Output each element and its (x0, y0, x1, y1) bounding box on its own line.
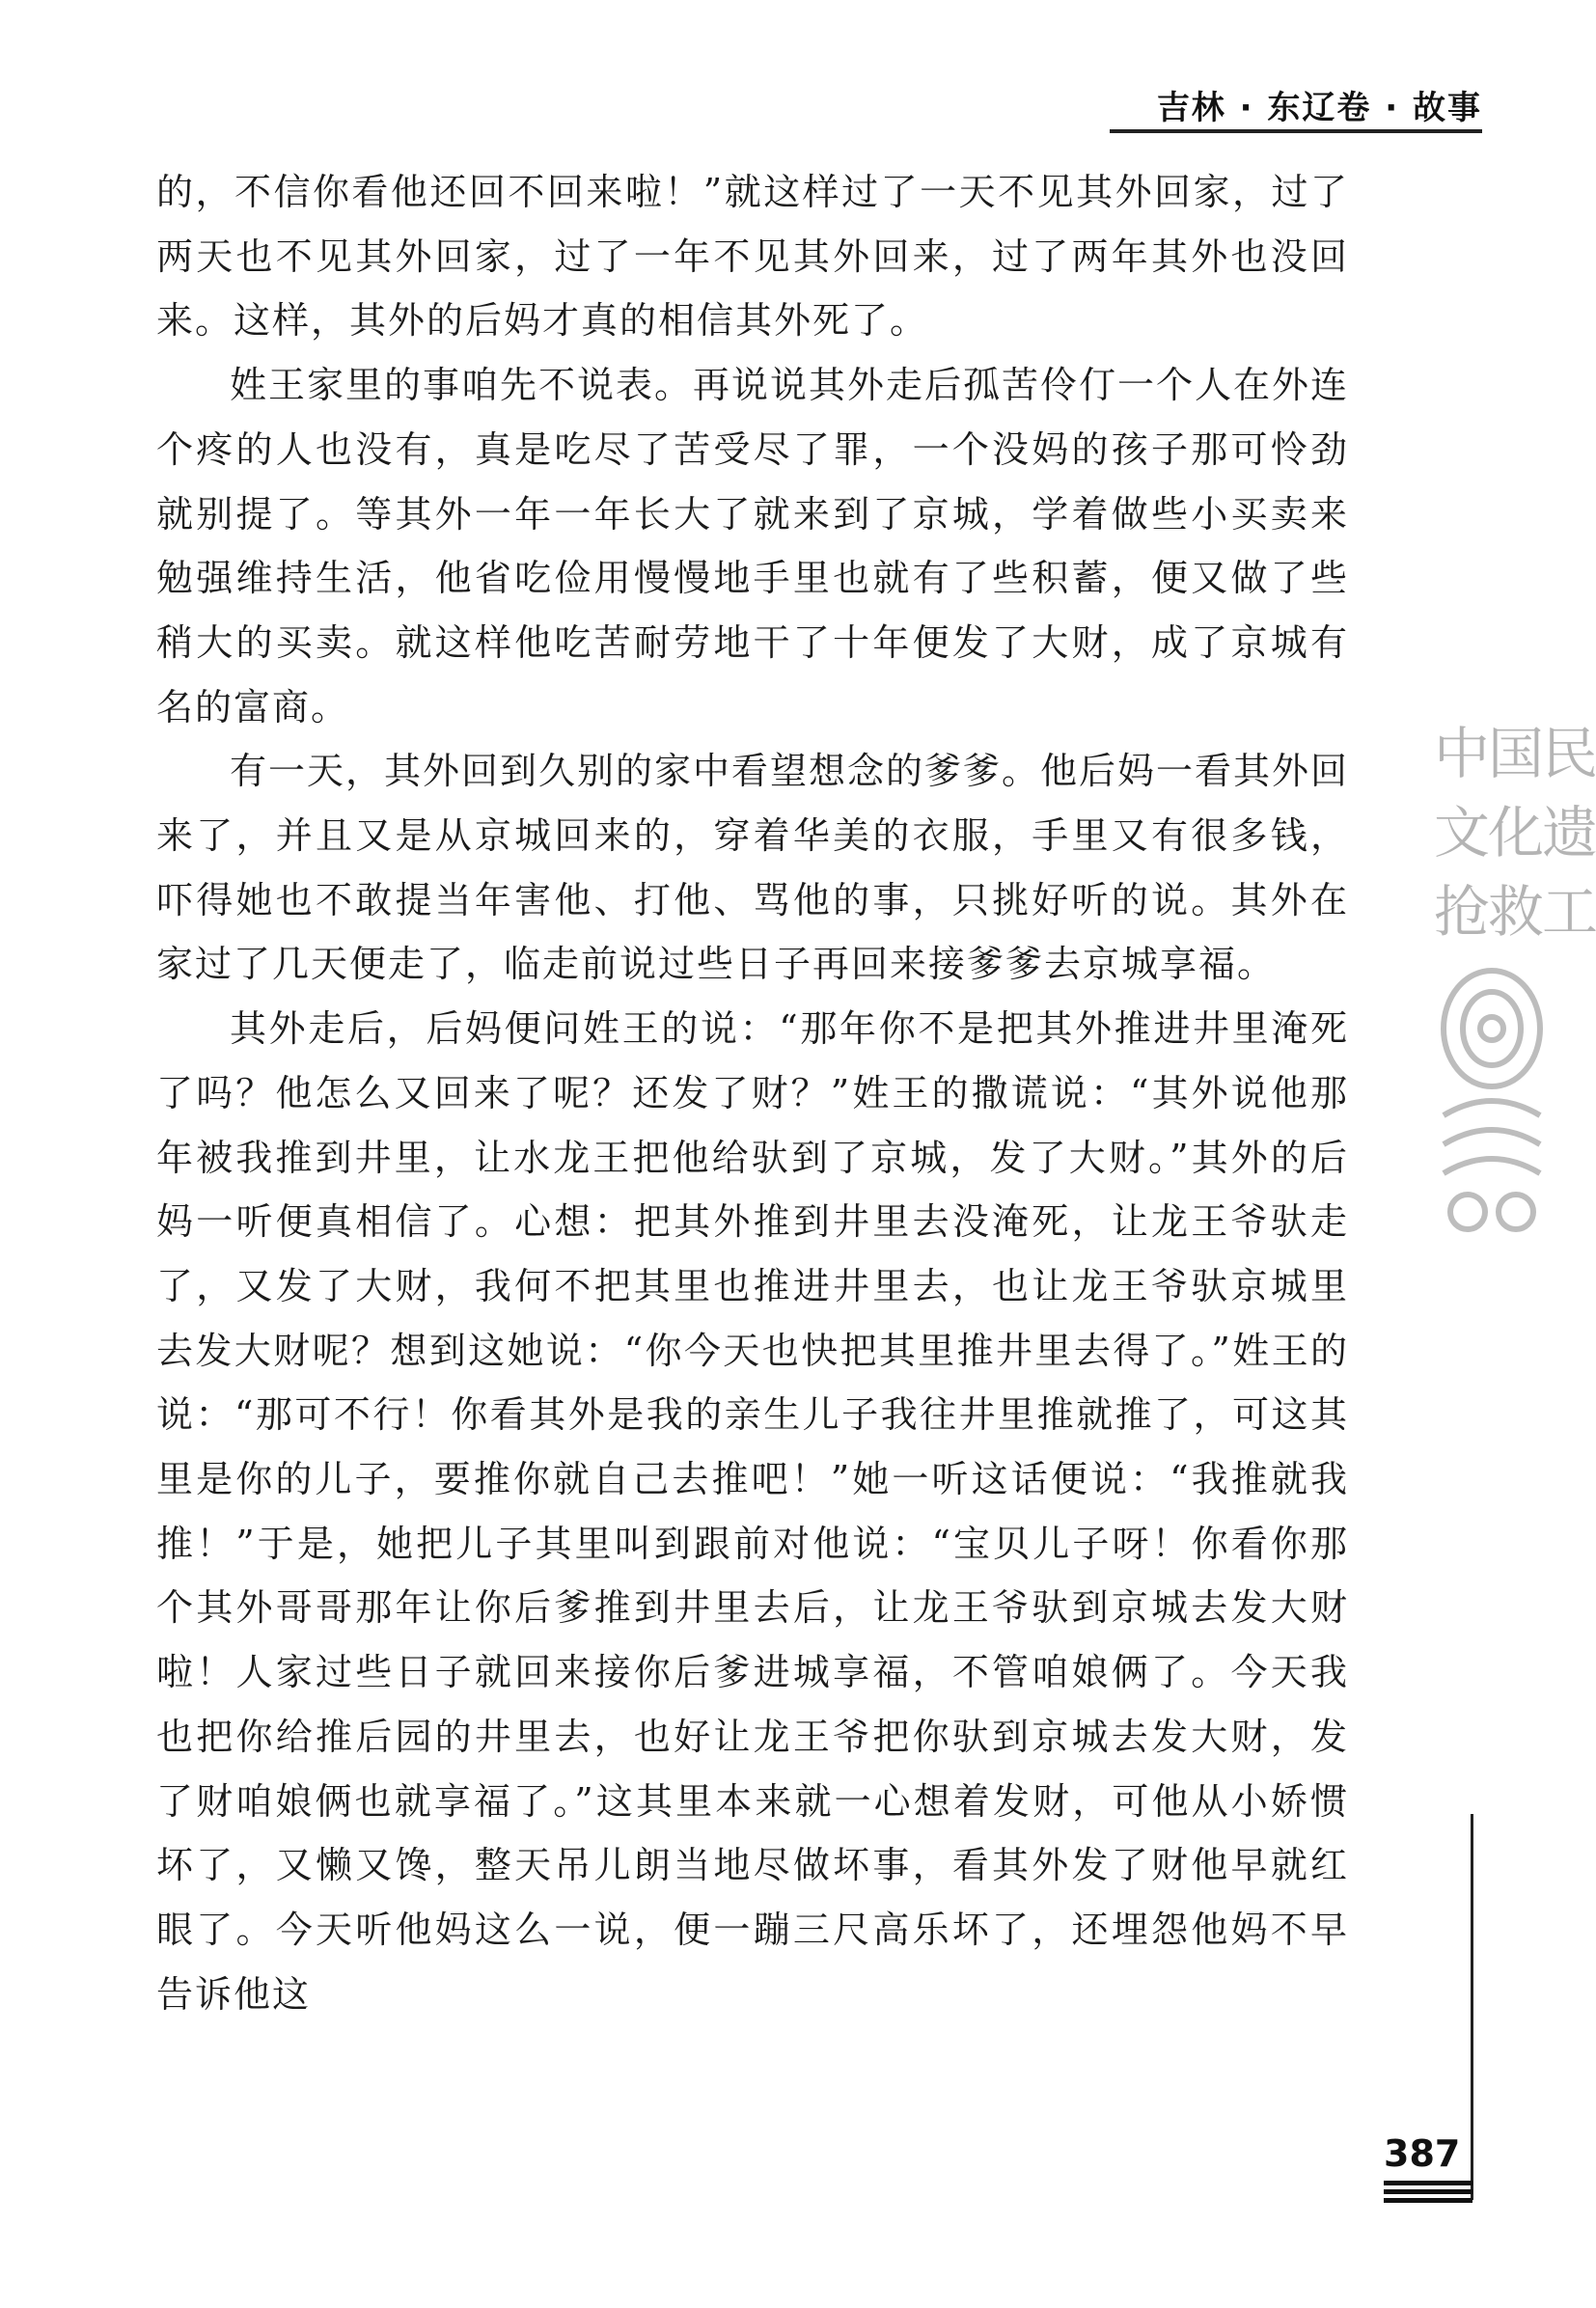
story-body (156, 160, 1349, 2026)
side-deco-line-1: 中国民 (1434, 721, 1596, 786)
page-number-underline (1384, 2181, 1472, 2207)
right-margin-rule (1471, 1814, 1473, 2200)
paragraph-1: 的，不信你看他还回不回来啦！”就这样过了一天不见其外回家，过了两天也不见其外回家，过了一年不见其外回来，过了两年其外也没回来。这样，其外的后妈才真的相信其外死了。 (156, 171, 1349, 343)
mask-ornament-icon (1434, 951, 1550, 1241)
side-watermark-decoration (1434, 714, 1596, 1264)
paragraph-3: 有一天，其外回到久别的家中看望想念的爹爹。他后妈一看其外回来了，并且又是从京城回来的，穿着华美的衣服，手里又有很多钱，吓得她也不敢提当年害他、打他、骂他的事，只挑好听的说。其外在家过了几天便走了，临走前说过些日子再回来接爹爹去京城享福。 (156, 750, 1350, 986)
header-rule (1110, 129, 1482, 133)
paragraph-2: 姓王家里的事咱先不说表。再说说其外走后孤苦伶仃一个人在外连个疼的人也没有，真是吃尽了苦受尽了罪，一个没妈的孩子那可怜劲就别提了。等其外一年一年长大了就来到了京城，学着做些小买卖来勉强维持生活，他省吃俭用慢慢地手里也就有了些积蓄，便又做了些稍大的买卖。就这样他吃苦耐劳地干了十年便发了大财，成了京城有名的富商。 (156, 364, 1350, 728)
side-deco-line-2: 文化遗 (1434, 800, 1596, 866)
page-number: 387 (1384, 2132, 1461, 2175)
running-header: 吉林 · 东辽卷 · 故事 (1156, 89, 1482, 127)
paragraph-4: 其外走后，后妈便问姓王的说：“那年你不是把其外推进井里淹死了吗？他怎么又回来了呢？还发了财？”姓王的撒谎说：“其外说他那年被我推到井里，让水龙王把他给驮到了京城，发了大财。”其外的后妈一听便真相信了。心想：把其外推到井里去没淹死，让龙王爷驮走了，又发了大财，我何不把其里也推进井里去，也让龙王爷驮京城里去发大财呢？想到这她说：“你今天也快把其里推井里去得了。”姓王的说：“那可不行！你看其外是我的亲生儿子我往井里推就推了，可这其里是你的儿子，要推你就自己去推吧！”她一听这话便说：“我推就我推！”于是，她把儿子其里叫到跟前对他说：“宝贝儿子呀！你看你那个其外哥哥那年让你后爹推到井里去后，让龙王爷驮到京城去发大财啦！人家过些日子就回来接你后爹进城享福，不管咱娘俩了。今天我也把你给推后园的井里去，也好让龙王爷把你驮到京城去发大财，发了财咱娘俩也就享福了。”这其里本来就一心想着发财，可他从小娇惯坏了，又懒又馋，整天吊儿朗当地尽做坏事，看其外发了财他早就红眼了。今天听他妈这么一说，便一蹦三尺高乐坏了，还埋怨他妈不早告诉他这 (156, 1007, 1349, 2016)
side-deco-line-3: 抢救工 (1434, 879, 1596, 945)
